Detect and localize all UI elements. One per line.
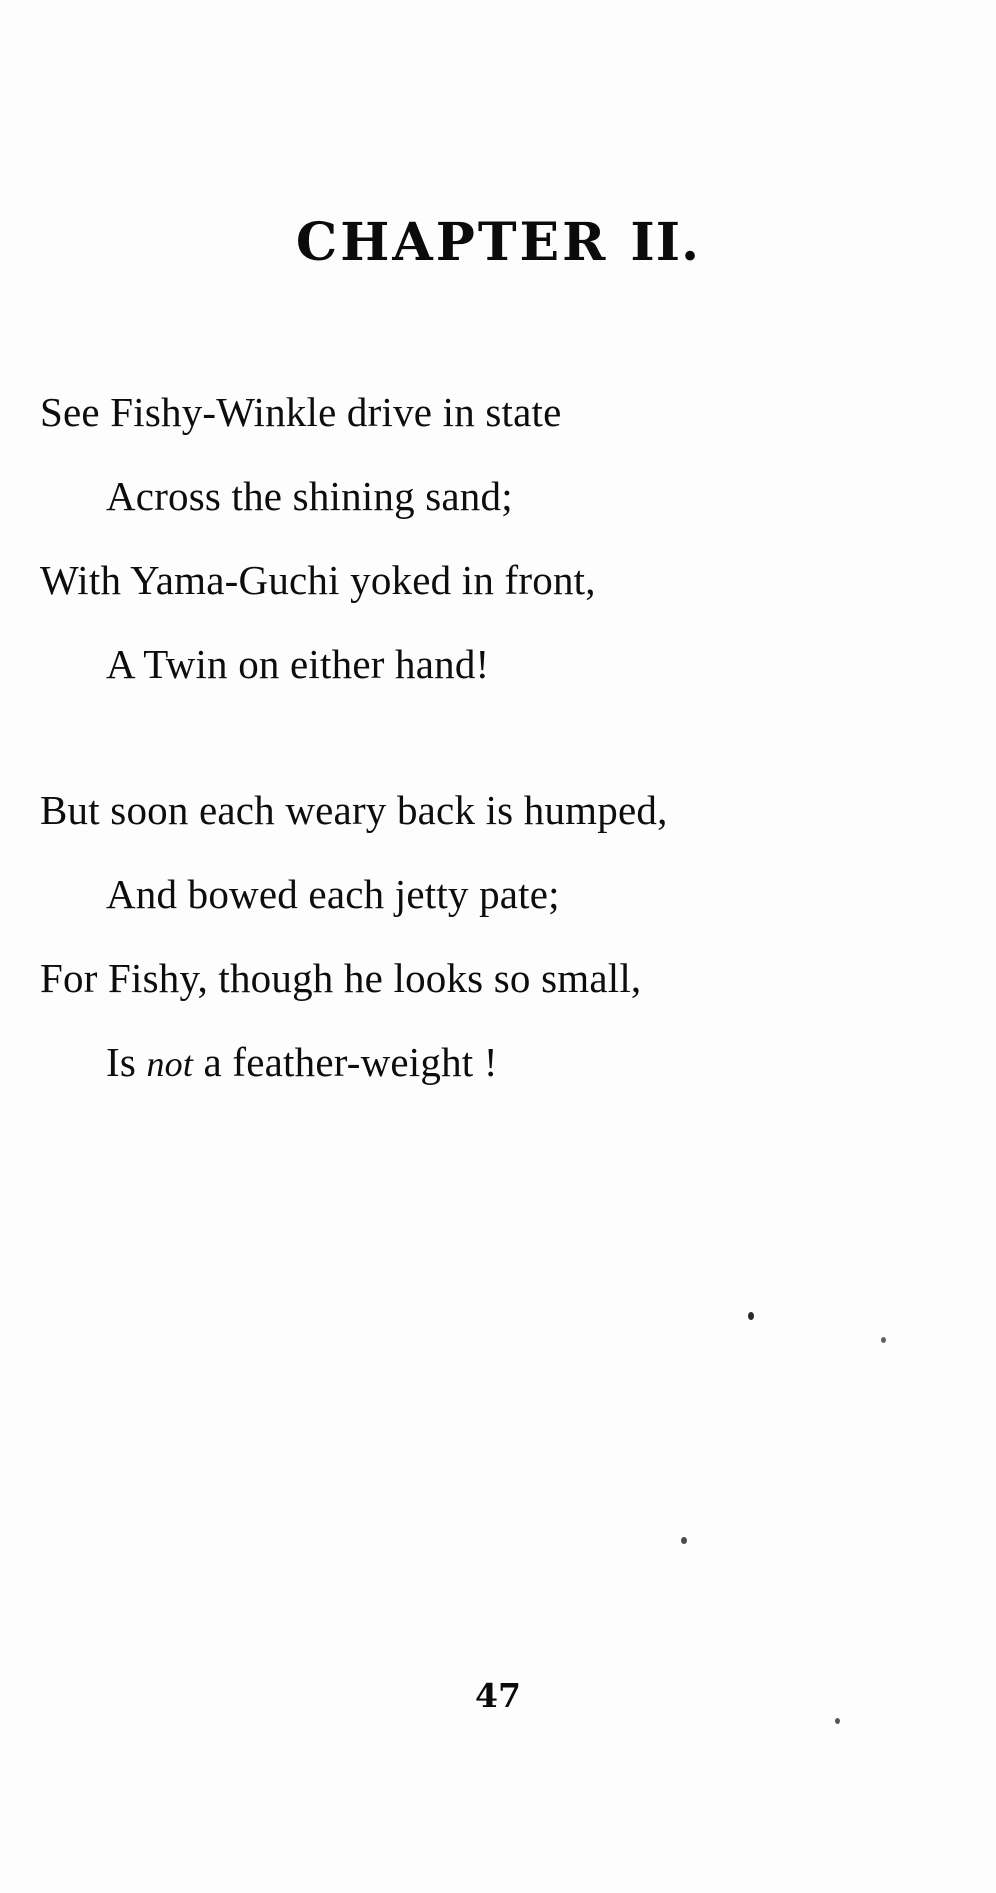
poem-line-emphasis: not	[146, 1044, 194, 1084]
page-number: 47	[475, 1676, 521, 1715]
poem-body	[40, 370, 970, 1168]
poem-line: But soon each weary back is humped,	[40, 787, 668, 833]
poem-line: With Yama-Guchi yoked in front,	[40, 557, 596, 603]
stanza	[40, 768, 970, 1106]
poem-line: Across the shining sand;	[106, 473, 513, 519]
chapter-heading-number: II.	[630, 212, 701, 273]
poem-line: See Fishy-Winkle drive in state	[40, 389, 562, 435]
stanza	[40, 370, 970, 706]
ink-speck	[835, 1718, 840, 1724]
ink-speck	[748, 1312, 754, 1320]
ink-speck	[881, 1337, 886, 1343]
poem-line-part: Is	[106, 1039, 147, 1085]
poem-line-part: a feather-weight !	[193, 1039, 498, 1085]
poem-line-mixed	[40, 1020, 970, 1106]
poem-line: For Fishy, though he looks so small,	[40, 955, 642, 1001]
poem-line: And bowed each jetty pate;	[106, 871, 560, 917]
chapter-heading	[0, 212, 996, 273]
chapter-heading-label: CHAPTER	[295, 212, 609, 273]
poem-line: A Twin on either hand!	[106, 641, 490, 687]
ink-speck	[681, 1537, 687, 1544]
